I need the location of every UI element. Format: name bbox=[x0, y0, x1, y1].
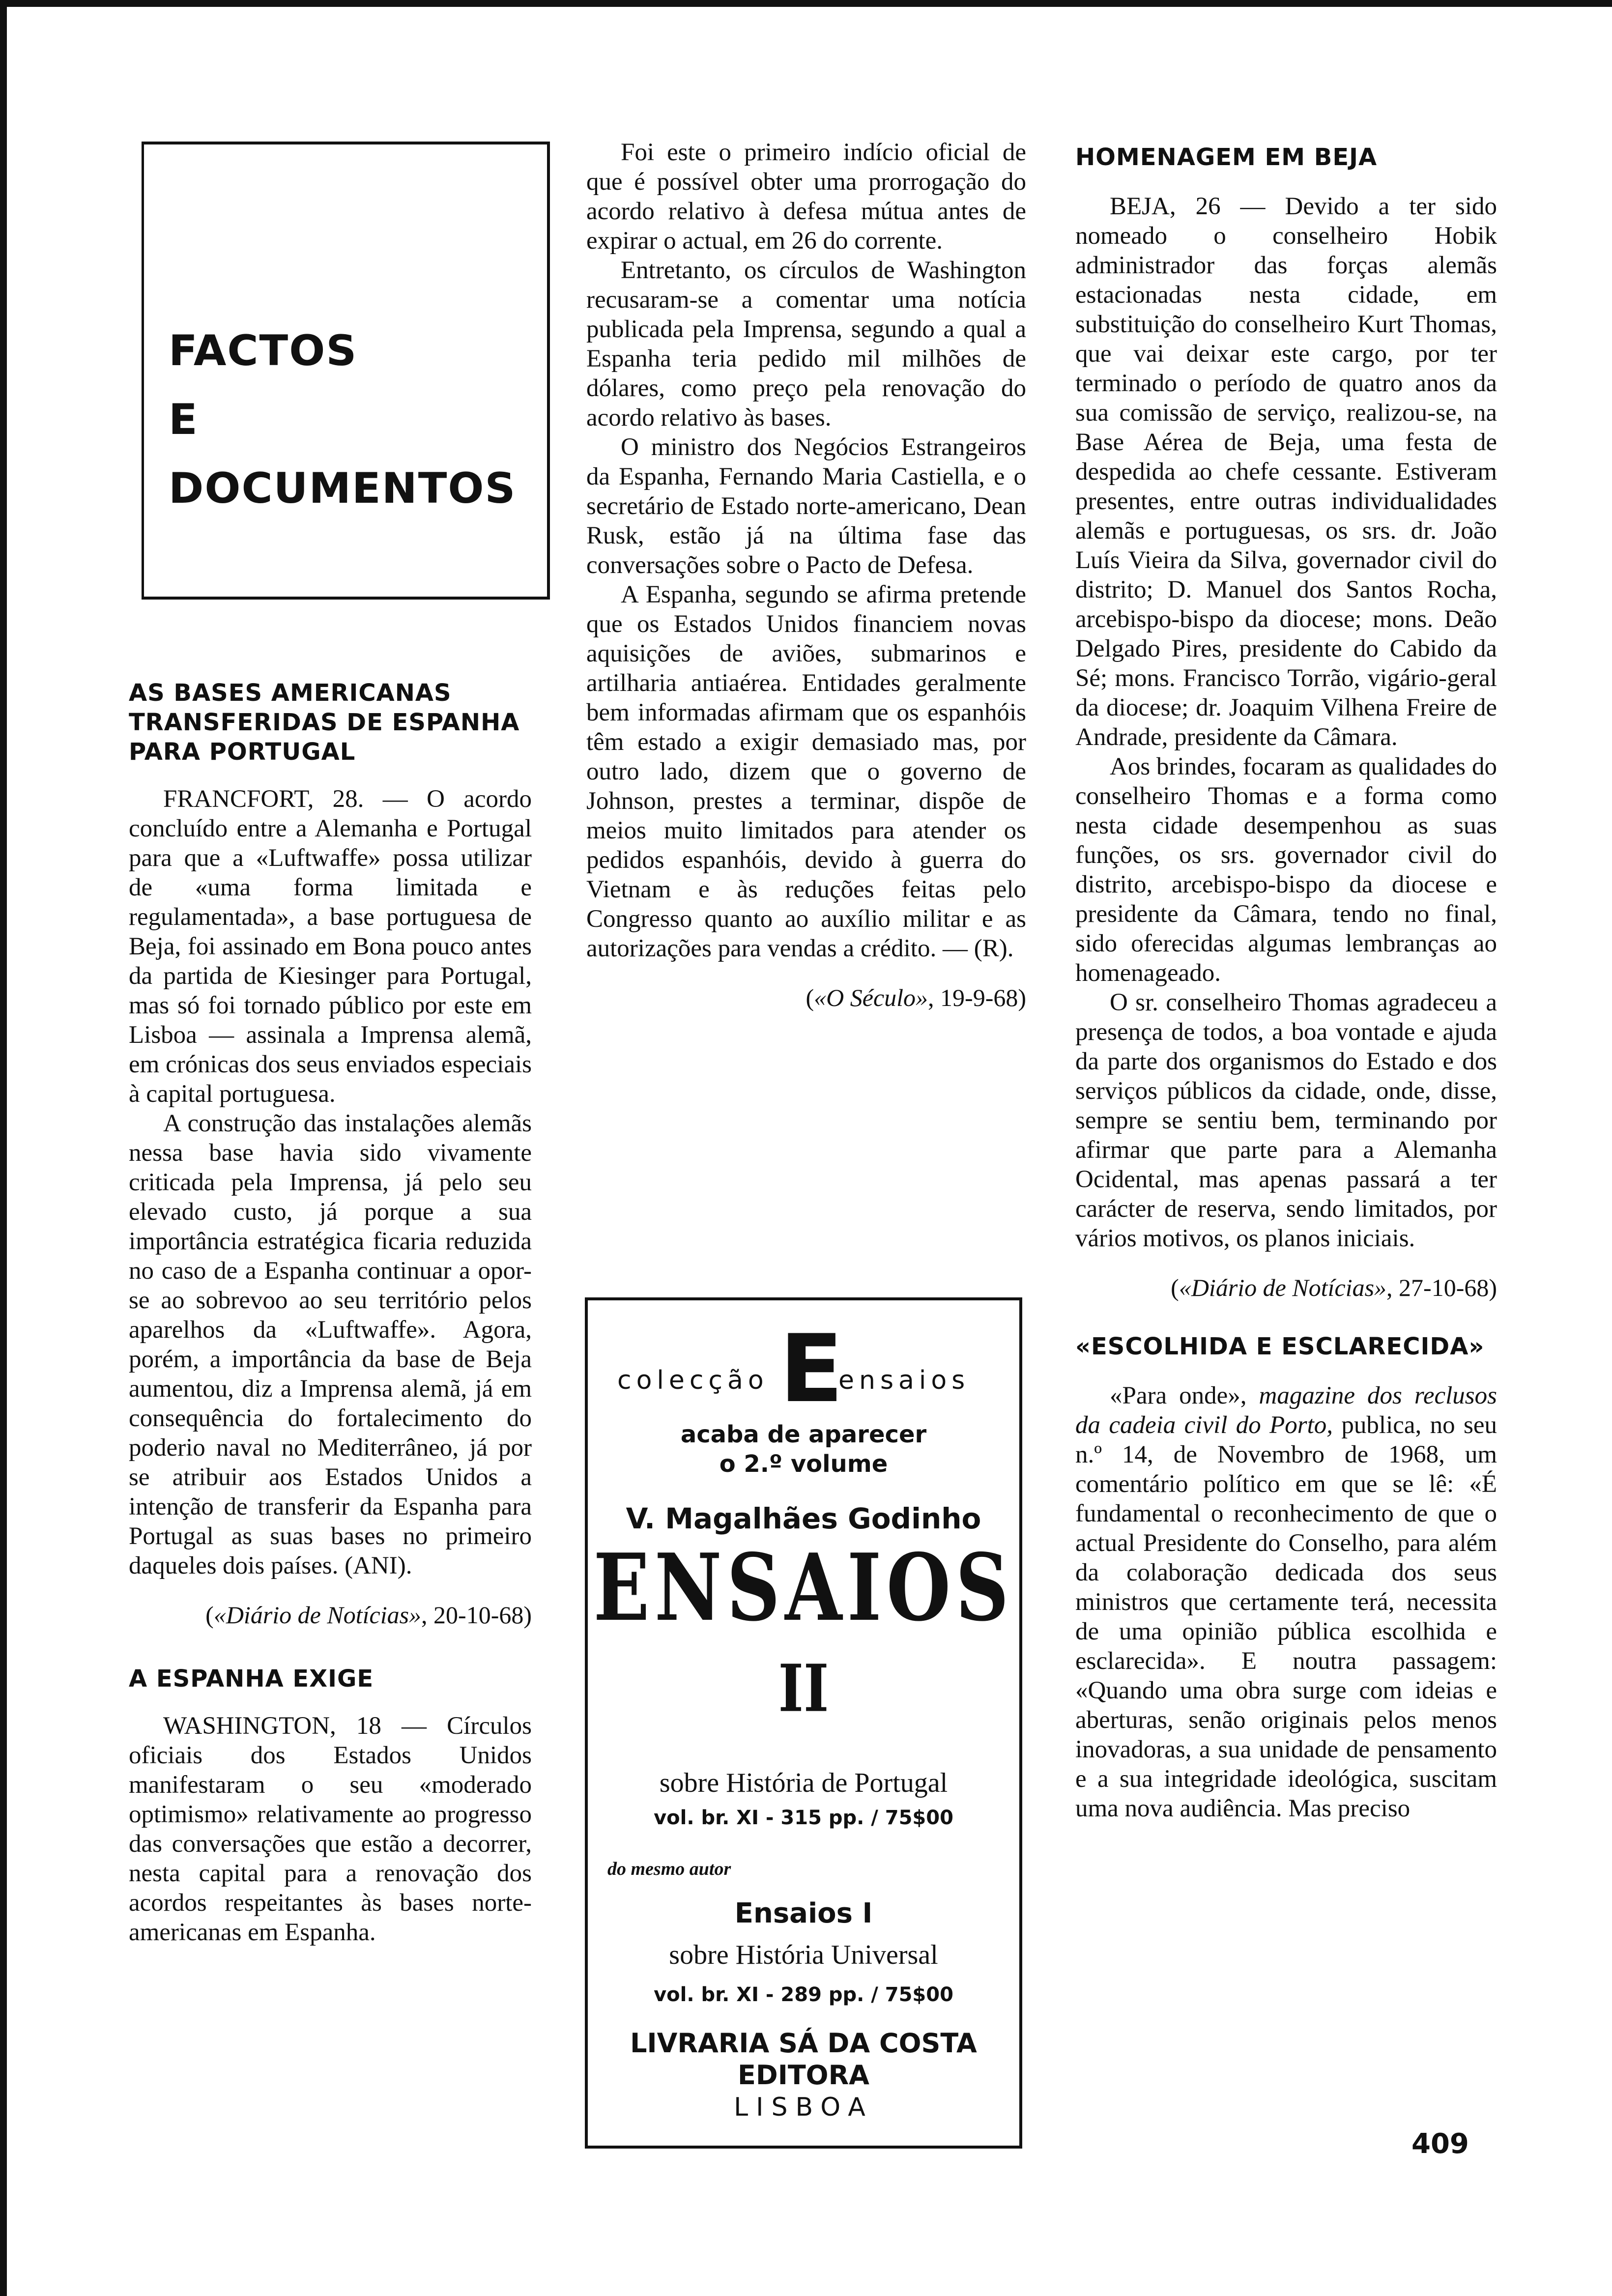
article-3-source-name: «Diário de Notícias» bbox=[1179, 1274, 1387, 1301]
article-3-source: («Diário de Notícias», 27-10-68) bbox=[1171, 1274, 1497, 1301]
section-title-line1: FACTOS bbox=[169, 326, 358, 375]
series-right: ensaios bbox=[838, 1366, 970, 1395]
article-4 bbox=[1075, 1332, 1497, 1823]
advert-price-2: vol. br. XI - 289 pp. / 75$00 bbox=[654, 1983, 953, 2006]
column-3 bbox=[1075, 143, 1497, 1823]
article-1-paragraph: A construção das instalações alemãs nessa base havia sido vivamente criticada pela Imprensa, já pelo seu elevado custo, já porque a sua importância estratégica ficaria reduzida no caso de a Espanha continuar a opor-se ao sobrevoo ao seu território pelos aparelhos da «Luftwaffe». Agora, porém, a importância da base de Beja aumentou, diz a Imprensa alemã, já em consequência do fortalecimento do poderio naval no Mediterrâneo, já por se atribuir aos Estados Unidos a intenção de transferir da Espanha para Portugal as suas bases no primeiro daqueles dois países. (ANI). bbox=[129, 1110, 532, 1579]
article-2-paragraph: Entretanto, os círculos de Washington recusaram-se a comentar uma notícia publicada pela Imprensa, segundo a qual a Espanha teria pedido mil milhões de dólares, como preço pela renovação do acordo relativo às bases. bbox=[586, 257, 1026, 431]
article-3-headline: HOMENAGEM EM BEJA bbox=[1075, 144, 1378, 171]
article-3-paragraph: Aos brindes, focaram as qualidades do conselheiro Thomas e a forma como nesta cidade desempenhou as suas funções, os srs. governador civil do distrito, arcebispo-bispo da diocese e presidente da Câmara, tendo no final, sido oferecidas algumas lembranças ao homenageado. bbox=[1075, 753, 1497, 987]
article-4-headline: «ESCOLHIDA E ESCLARECIDA» bbox=[1075, 1333, 1485, 1360]
advert-subject: sobre História de Portugal bbox=[659, 1768, 948, 1798]
section-title-line2: E bbox=[169, 395, 199, 444]
article-4-intro-quote: «Para onde», bbox=[1110, 1382, 1247, 1409]
article-4-paragraph bbox=[1075, 1381, 1497, 1823]
article-1-headline-3: PARA PORTUGAL bbox=[129, 738, 356, 766]
book-advert bbox=[585, 1297, 1022, 2149]
announce-line-1: acaba de aparecer bbox=[680, 1421, 927, 1448]
column-2 bbox=[586, 138, 1026, 1012]
advert-price-1: vol. br. XI - 315 pp. / 75$00 bbox=[654, 1807, 953, 1829]
advert-city: LISBOA bbox=[734, 2093, 873, 2122]
announce-line-2: o 2.º volume bbox=[719, 1450, 888, 1478]
article-2-source-date: , 19-9-68) bbox=[928, 984, 1026, 1011]
article-4-body: publica, no seu n.º 14, de Novembro de 1968, um comentário político em que se lê: «É fundamental o reconhecimento de que o actual Presidente do Conselho, para além da colaboração dedicada dos seus ministros que certamente terá, necessita de uma opinião pública escolhida e esclarecida». E noutra passagem: «Quando uma obra surge com ideias e aberturas, senão originais pelos menos inovadoras, a sua unidade de pensamento e a sua integridade ideológica, suscitam uma nova audiência. Mas preciso bbox=[1075, 1411, 1497, 1822]
section-title-box bbox=[142, 142, 550, 600]
advert-subject-2: sobre História Universal bbox=[669, 1940, 938, 1970]
top-rule bbox=[0, 0, 1612, 7]
advert-volume: II bbox=[778, 1650, 829, 1726]
article-1-source-date: , 20-10-68) bbox=[421, 1601, 532, 1629]
series-left: colecção bbox=[617, 1366, 769, 1395]
article-1 bbox=[129, 678, 532, 1630]
series-line bbox=[588, 1315, 1019, 1423]
left-edge bbox=[0, 0, 7, 2296]
section-title-line3: DOCUMENTOS bbox=[169, 464, 517, 513]
article-4-intro-italic: magazine dos reclusos da cadeia civil do Porto, bbox=[1075, 1382, 1497, 1439]
article-2-paragraph: O ministro dos Negócios Estrangeiros da Espanha, Fernando Maria Castiella, e o secretário de Estado norte-americano, Dean Rusk, estão já na última fase das conversações sobre o Pacto de Defesa. bbox=[586, 433, 1026, 579]
advert-publisher-2: EDITORA bbox=[738, 2060, 869, 2091]
series-letter: E bbox=[779, 1315, 843, 1423]
page-number: 409 bbox=[1411, 2128, 1469, 2160]
article-3-paragraph: BEJA, 26 — Devido a ter sido nomeado o conselheiro Hobik administrador das forças alemãs estacionadas nesta cidade, em substituição do conselheiro Kurt Thomas, que vai deixar este cargo, por ter terminado o período de quatro anos da sua comissão de serviço, realizou-se, na Base Aérea de Beja, uma festa de despedida ao chefe cessante. Estiveram presentes, entre outras individualidades alemãs e portuguesas, os srs. dr. João Luís Vieira da Silva, governador civil do distrito; D. Manuel dos Santos Rocha, arcebispo-bispo da diocese; mons. Deão Delgado Pires, presidente do Cabido da Sé; mons. Francisco Torrão, vigário-geral da diocese; dr. Joaquim Vilhena Freire de Andrade, presidente da Câmara. bbox=[1075, 193, 1497, 751]
article-3 bbox=[1075, 143, 1497, 1302]
article-2-start bbox=[129, 1664, 532, 1947]
article-2-paragraph: Foi este o primeiro indício oficial de que é possível obter uma prorrogação do acordo relativo à defesa mútua antes de expirar o actual, em 26 do corrente. bbox=[586, 139, 1026, 255]
article-1-headline-1: AS BASES AMERICANAS bbox=[129, 679, 452, 707]
article-1-source: («Diário de Notícias», 20-10-68) bbox=[205, 1601, 532, 1629]
article-1-paragraph: FRANCFORT, 28. — O acordo concluído entre a Alemanha e Portugal para que a «Luftwaffe» possa utilizar de «uma forma limitada e regulamentada», a base portuguesa de Beja, foi assinado em Bona pouco antes da partida de Kiesinger para Portugal, mas só foi tornado público por este em Lisboa — assinala a Imprensa alemã, em crónicas dos seus enviados especiais à capital portuguesa. bbox=[129, 785, 532, 1108]
advert-author: V. Magalhães Godinho bbox=[626, 1502, 981, 1535]
article-2-source-name: «O Século» bbox=[814, 984, 928, 1011]
article-1-source-name: «Diário de Notícias» bbox=[213, 1601, 422, 1629]
column-1 bbox=[129, 678, 532, 1947]
article-2-source: («O Século», 19-9-68) bbox=[806, 984, 1026, 1011]
article-2-headline: A ESPANHA EXIGE bbox=[129, 1665, 374, 1693]
advert-same-author: do mesmo autor bbox=[607, 1859, 731, 1879]
advert-publisher-1: LIVRARIA SÁ DA COSTA bbox=[630, 2028, 977, 2059]
advert-title: ENSAIOS bbox=[593, 1534, 1014, 1642]
article-2-paragraph: A Espanha, segundo se afirma pretende que os Estados Unidos financiem novas aquisições de aviões, submarinos e artilharia antiaérea. Entidades geralmente bem informadas afirmam que os espanhóis têm estado a exigir demasiado mas, por outro lado, dizem que o governo de Johnson, prestes a terminar, dispõe de meios muito limitados para atender os pedidos espanhóis, devido à guerra do Vietnam e às reduções feitas pelo Congresso quanto ao auxílio militar e as autorizações para vendas a crédito. — (R). bbox=[586, 581, 1026, 962]
article-2-paragraph: WASHINGTON, 18 — Círculos oficiais dos Estados Unidos manifestaram o seu «moderado optimismo» relativamente ao progresso das conversações que estão a decorrer, nesta capital para a renovação dos acordos respeitantes às bases norte-americanas em Espanha. bbox=[129, 1712, 532, 1946]
article-3-source-date: , 27-10-68) bbox=[1386, 1274, 1497, 1301]
advert-title-2: Ensaios I bbox=[734, 1897, 873, 1929]
article-3-paragraph: O sr. conselheiro Thomas agradeceu a presença de todos, a boa vontade e ajuda da parte dos organismos do Estado e dos serviços públicos da cidade, onde, disse, sempre se sentiu bem, terminando por afirmar que parte para a Alemanha Ocidental, mas apenas passará a ter carácter de reserva, sendo limitados, por vários motivos, os planos iniciais. bbox=[1075, 989, 1497, 1252]
article-1-headline-2: TRANSFERIDAS DE ESPANHA bbox=[129, 709, 520, 736]
